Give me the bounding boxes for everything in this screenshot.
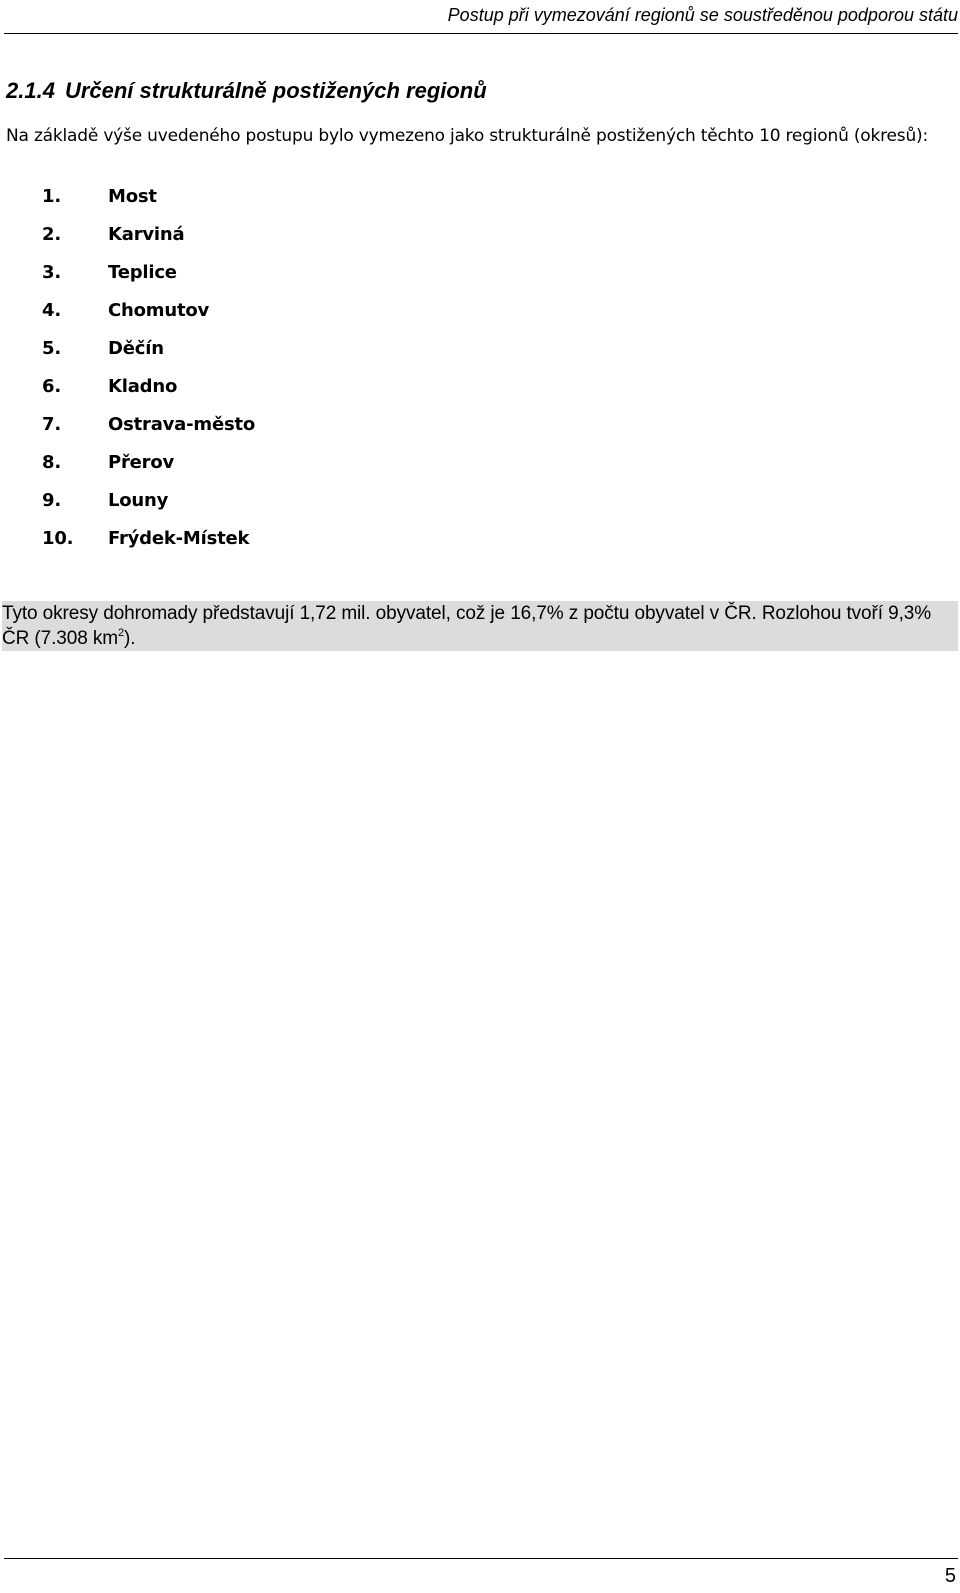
- list-item-name: Ostrava-město: [108, 414, 256, 435]
- list-item-name: Teplice: [108, 262, 177, 283]
- list-item-number: 8.: [42, 452, 61, 473]
- list-item-name: Přerov: [108, 452, 175, 473]
- list-item-number: 5.: [42, 338, 61, 359]
- list-item-name: Frýdek-Místek: [108, 528, 250, 549]
- list-item-number: 9.: [42, 490, 61, 511]
- list-item-number: 6.: [42, 376, 61, 397]
- section-heading: [6, 78, 487, 104]
- header-rule: [4, 33, 958, 34]
- list-item-number: 4.: [42, 300, 61, 321]
- list-item-name: Louny: [108, 490, 169, 511]
- list-item: [42, 412, 255, 450]
- list-item: [42, 298, 255, 336]
- list-item-number: 10.: [42, 528, 74, 549]
- summary-text-end: ).: [124, 628, 136, 649]
- list-item-number: 7.: [42, 414, 61, 435]
- list-item-name: Kladno: [108, 376, 178, 397]
- intro-paragraph: Na základě výše uvedeného postupu bylo vymezeno jako strukturálně postižených těchto 10 regionů (okresů):: [6, 126, 928, 146]
- list-item: [42, 526, 255, 564]
- footer-rule: [4, 1558, 958, 1559]
- list-item-name: Chomutov: [108, 300, 210, 321]
- list-item-number: 2.: [42, 224, 61, 245]
- list-item-name: Most: [108, 186, 157, 207]
- section-number: 2.1.4: [6, 78, 55, 103]
- list-item: [42, 222, 255, 260]
- list-item: [42, 374, 255, 412]
- list-item-name: Karviná: [108, 224, 185, 245]
- list-item: [42, 260, 255, 298]
- list-item: [42, 488, 255, 526]
- list-item: [42, 450, 255, 488]
- summary-text: Tyto okresy dohromady představují 1,72 mil. obyvatel, což je 16,7% z počtu obyvatel v ČR. Rozlohou tvoří 9,3% ČR (7.308 km: [2, 603, 932, 649]
- running-header: Postup při vymezování regionů se soustředěnou podporou státu: [447, 5, 958, 25]
- section-title: Určení strukturálně postižených regionů: [64, 78, 487, 103]
- district-list: [42, 184, 255, 564]
- list-item: [42, 184, 255, 222]
- list-item: [42, 336, 255, 374]
- list-item-number: 1.: [42, 186, 61, 207]
- summary-paragraph: [2, 601, 958, 651]
- list-item-name: Děčín: [108, 338, 164, 359]
- page-number: 5: [944, 1565, 956, 1587]
- area-unit-superscript: 2: [118, 627, 125, 639]
- list-item-number: 3.: [42, 262, 61, 283]
